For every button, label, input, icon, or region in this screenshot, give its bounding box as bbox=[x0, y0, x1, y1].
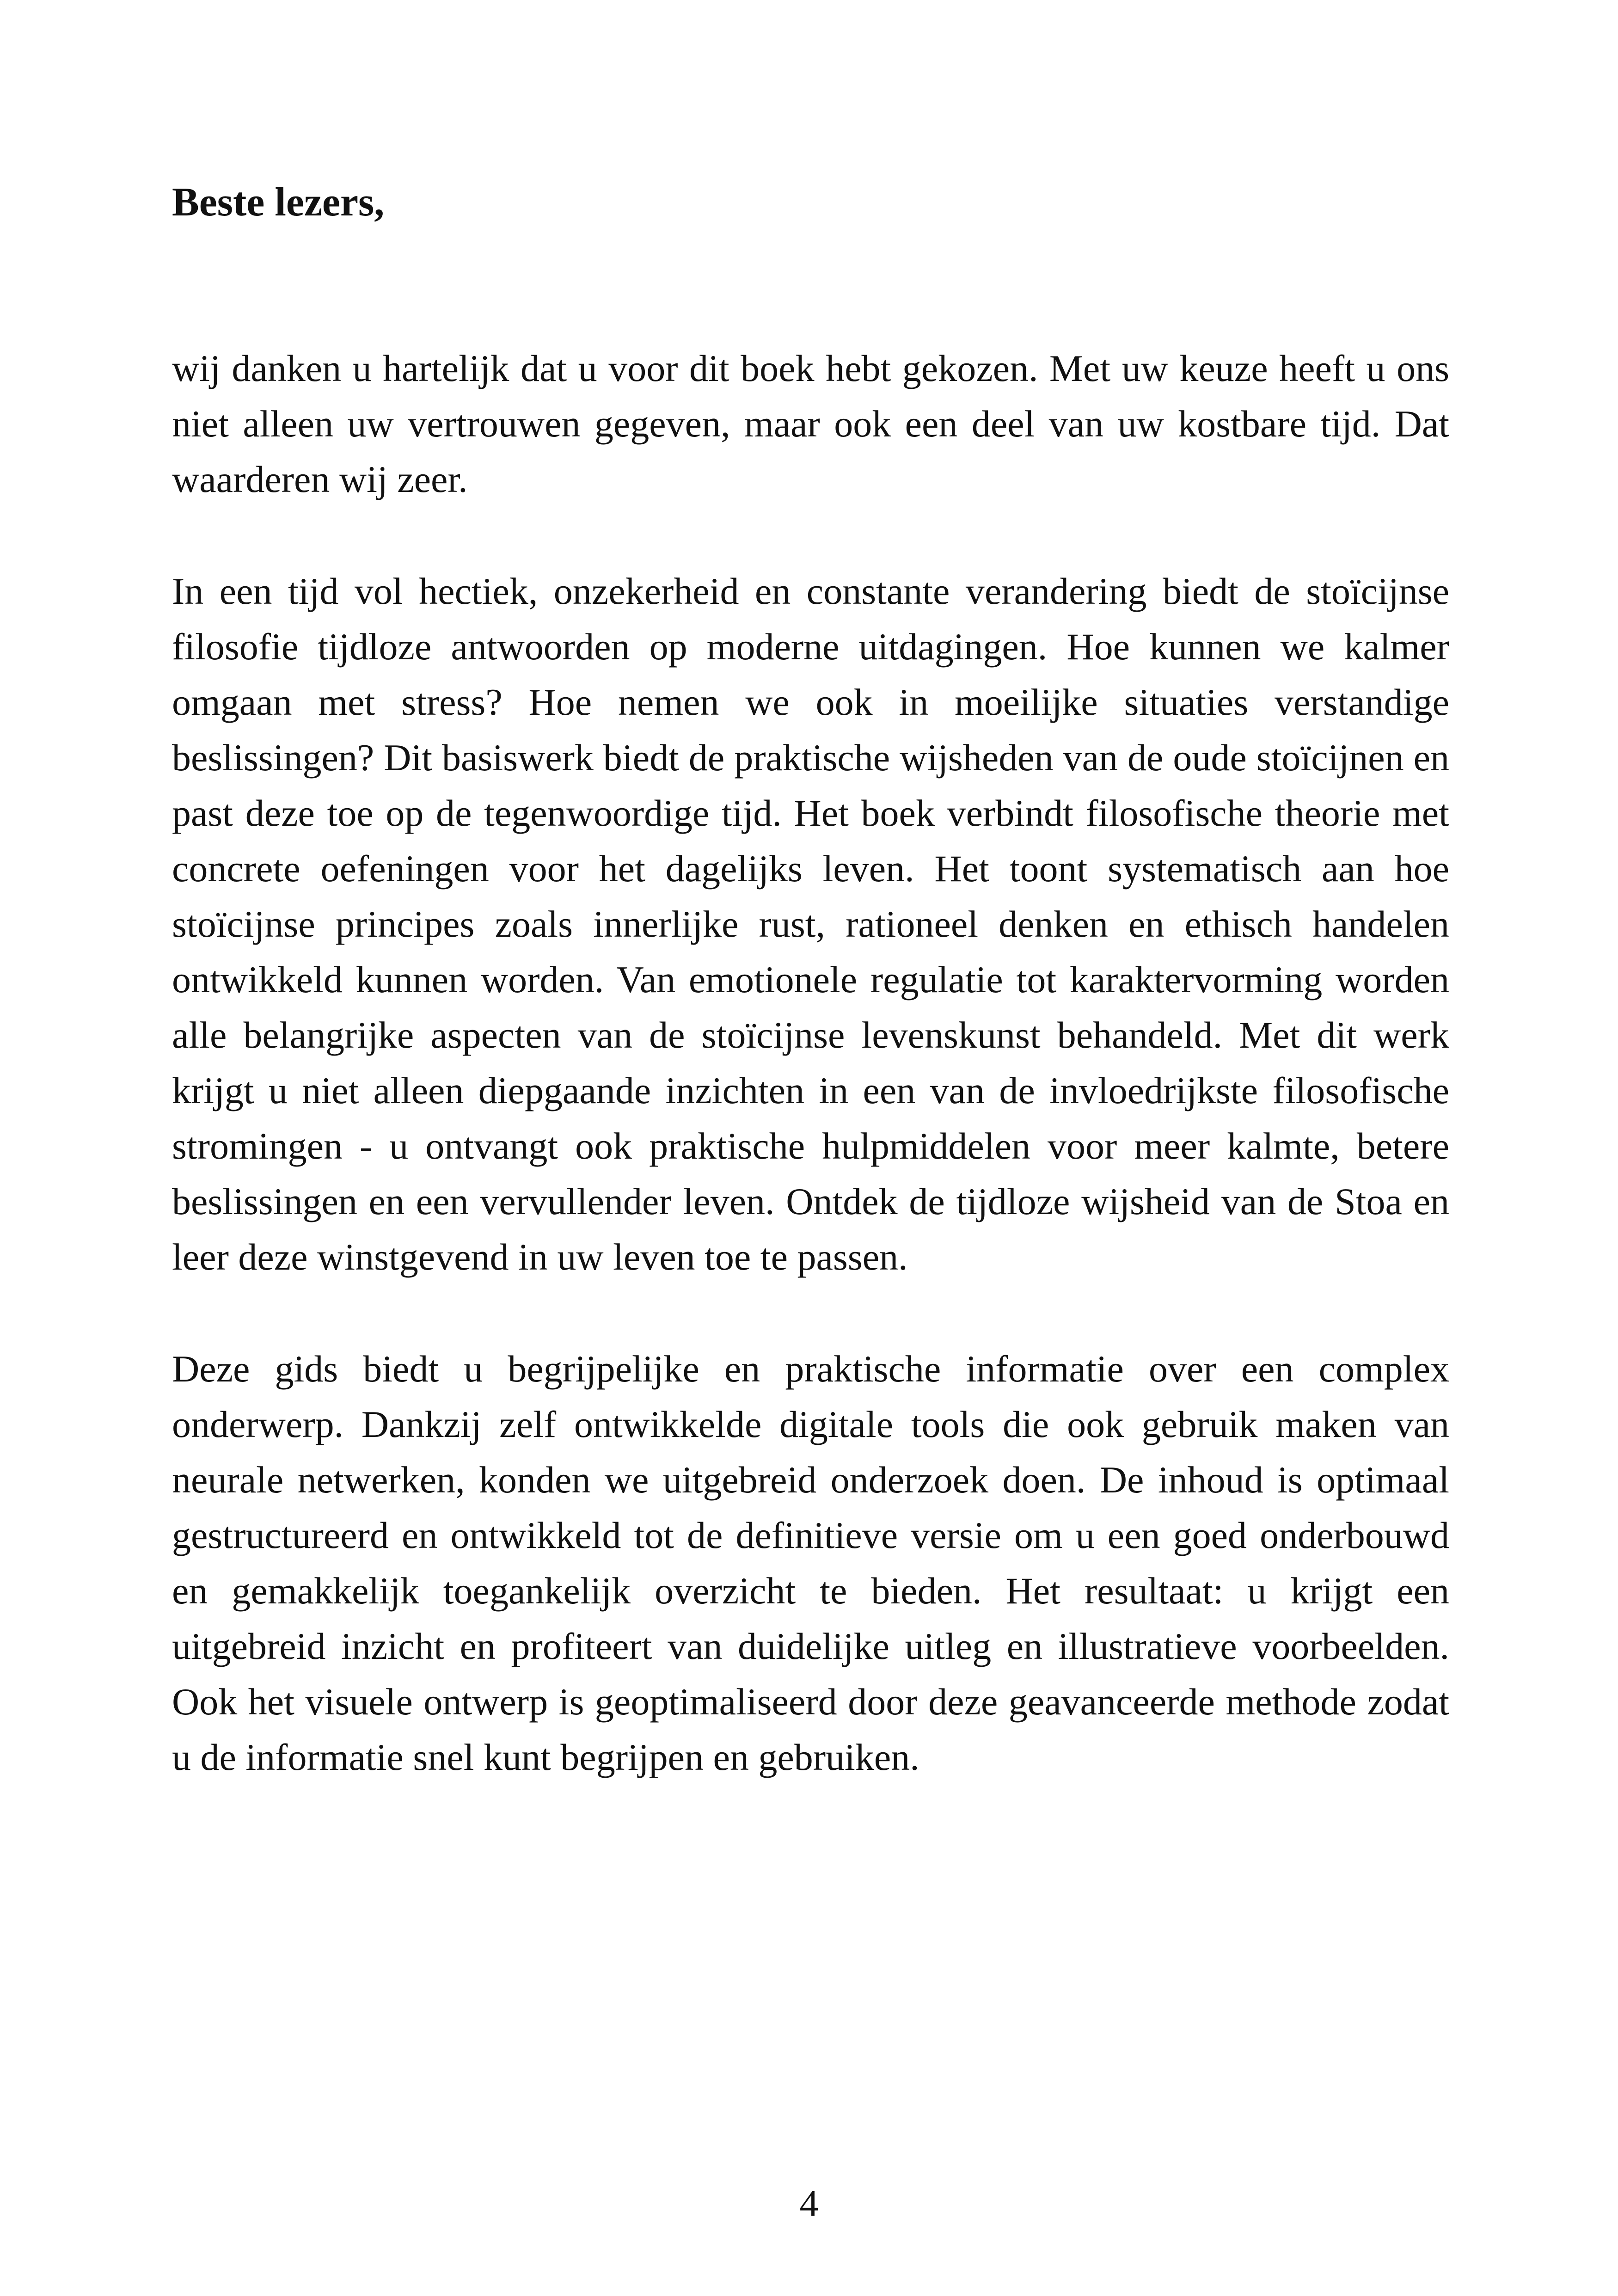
paragraph-guide-info: Deze gids biedt u begrijpelijke en praktische informatie over een complex onderwerp. Dankzij zelf ontwikkelde digitale tools die ook gebruik maken van neurale netwerken, konden we uitgebreid onderzoek doen. De inhoud is optimaal gestructureerd en ontwikkeld tot de definitieve versie om u een goed onderbouwd en gemakkelijk toegankelijk overzicht te bieden. Het resultaat: u krijgt een uitgebreid inzicht en profiteert van duidelijke uitleg en illustratieve voorbeelden. Ook het visuele ontwerp is geoptimaliseerd door deze geavanceerde methode zodat u de informatie snel kunt begrijpen en gebruiken. bbox=[172, 1347, 1449, 1778]
salutation-heading: Beste lezers, bbox=[172, 180, 385, 225]
paragraph-thanks: wij danken u hartelijk dat u voor dit boek hebt gekozen. Met uw keuze heeft u ons niet alleen uw vertrouwen gegeven, maar ook een deel van uw kostbare tijd. Dat waarderen wij zeer. bbox=[172, 347, 1449, 500]
page-content bbox=[172, 180, 1449, 1842]
paragraph-stoic-philosophy: In een tijd vol hectiek, onzekerheid en constante verandering biedt de stoïcijnse filosofie tijdloze antwoorden op moderne uitdagingen. Hoe kunnen we kalmer omgaan met stress? Hoe nemen we ook in moeilijke situaties verstandige beslissingen? Dit basiswerk biedt de praktische wijsheden van de oude stoïcijnen en past deze toe op de tegenwoordige tijd. Het boek verbindt filosofische theorie met concrete oefeningen voor het dagelijks leven. Het toont systematisch aan hoe stoïcijnse principes zoals innerlijke rust, rationeel denken en ethisch handelen ontwikkeld kunnen worden. Van emotionele regulatie tot karaktervorming worden alle belangrijke aspecten van de stoïcijnse levenskunst behandeld. Met dit werk krijgt u niet alleen diepgaande inzichten in een van de invloedrijkste filosofische stromingen - u ontvangt ook praktische hulpmiddelen voor meer kalmte, betere beslissingen en een vervullender leven. Ontdek de tijdloze wijsheid van de Stoa en leer deze winstgevend in uw leven toe te passen. bbox=[172, 570, 1449, 1278]
page-number: 4 bbox=[799, 2182, 819, 2224]
